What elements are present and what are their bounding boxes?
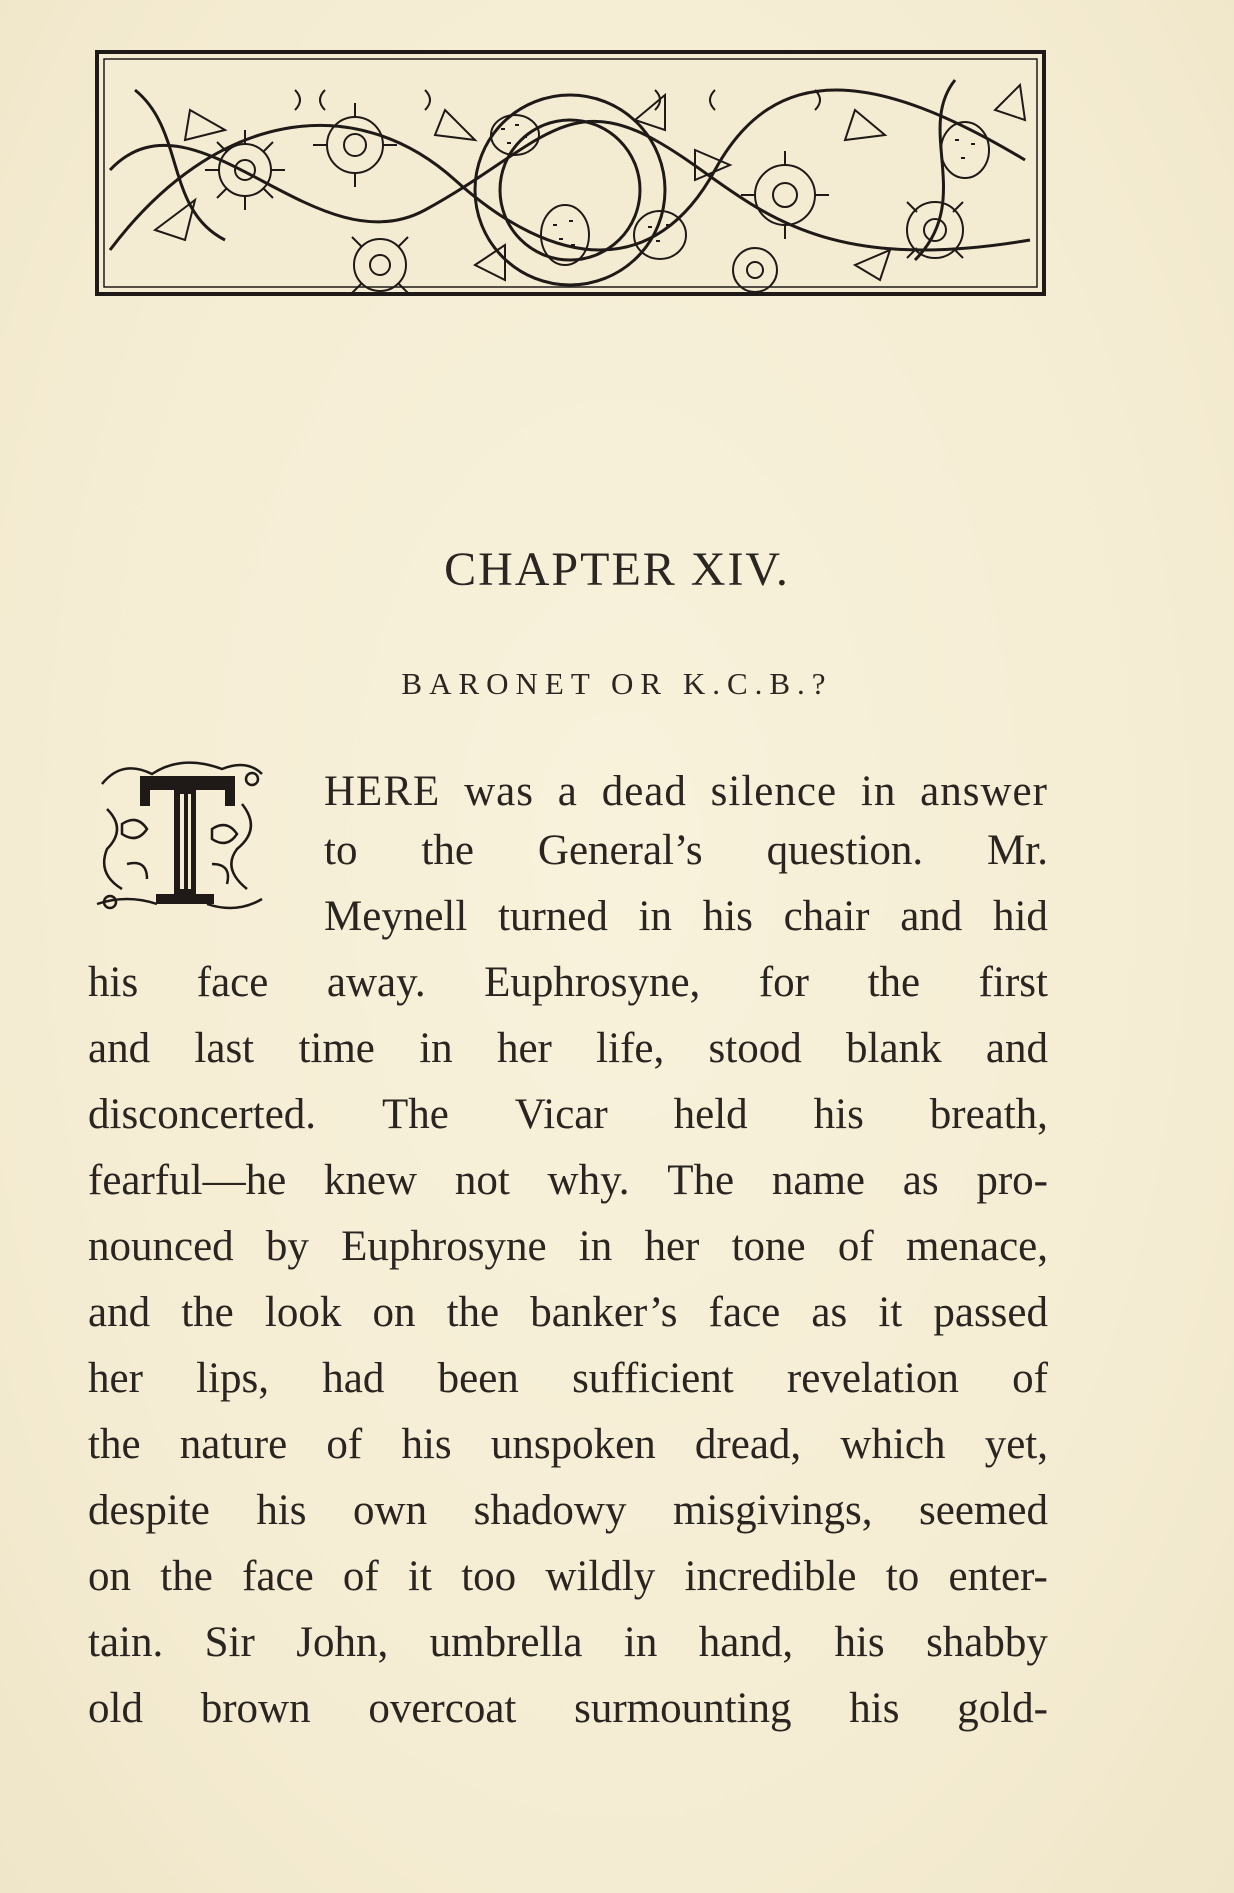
word: nature bbox=[179, 1421, 288, 1468]
word: own bbox=[353, 1487, 428, 1534]
word: his bbox=[849, 1685, 900, 1732]
word: lips, bbox=[196, 1355, 270, 1402]
word: pro- bbox=[976, 1157, 1048, 1204]
word: it bbox=[878, 1289, 903, 1336]
word: revelation bbox=[786, 1355, 959, 1402]
word: his bbox=[702, 893, 753, 940]
word: knew bbox=[323, 1157, 418, 1204]
word: dead bbox=[601, 768, 687, 815]
word: passed bbox=[933, 1289, 1048, 1336]
word: not bbox=[454, 1157, 510, 1204]
word: gold- bbox=[957, 1685, 1048, 1732]
word: on bbox=[88, 1553, 131, 1600]
word: in bbox=[623, 1619, 658, 1666]
chapter-title: CHAPTER XIV. bbox=[444, 543, 790, 596]
word: of bbox=[837, 1223, 874, 1270]
word: chair bbox=[783, 893, 870, 940]
word: his bbox=[813, 1091, 864, 1138]
word: away. bbox=[326, 959, 426, 1006]
word: been bbox=[437, 1355, 519, 1402]
word: too bbox=[461, 1553, 517, 1600]
word: had bbox=[322, 1355, 385, 1402]
word: name bbox=[771, 1157, 866, 1204]
text-line bbox=[88, 1610, 1048, 1676]
word: disconcerted. bbox=[88, 1091, 317, 1138]
text-line bbox=[324, 884, 1048, 950]
word: the bbox=[160, 1553, 213, 1600]
word: answer bbox=[920, 768, 1048, 815]
word: the bbox=[446, 1289, 500, 1336]
word: which bbox=[840, 1421, 946, 1468]
word: held bbox=[673, 1091, 748, 1138]
word: life, bbox=[596, 1025, 665, 1072]
word: banker’s bbox=[530, 1289, 678, 1336]
word: on bbox=[372, 1289, 416, 1336]
word: tone bbox=[731, 1223, 806, 1270]
text-line bbox=[88, 1676, 1048, 1742]
word: despite bbox=[88, 1487, 210, 1534]
word: question. bbox=[766, 827, 924, 874]
chapter-subtitle: BARONET OR K.C.B.? bbox=[401, 666, 833, 701]
word: for bbox=[758, 959, 809, 1006]
word: last bbox=[194, 1025, 255, 1072]
word: her bbox=[644, 1223, 700, 1270]
word: shadowy bbox=[473, 1487, 627, 1534]
word: The bbox=[667, 1157, 735, 1204]
word: look bbox=[264, 1289, 342, 1336]
text-line bbox=[88, 1148, 1048, 1214]
word: the bbox=[181, 1289, 234, 1336]
text-line bbox=[88, 1082, 1048, 1148]
word: a bbox=[557, 768, 578, 815]
word: his bbox=[834, 1619, 885, 1666]
word: nounced bbox=[88, 1223, 234, 1270]
text-line bbox=[88, 1412, 1048, 1478]
word: The bbox=[381, 1091, 449, 1138]
word: his bbox=[88, 959, 139, 1006]
text-line bbox=[88, 950, 1048, 1016]
word: fearful—he bbox=[88, 1157, 287, 1204]
text-line bbox=[88, 1016, 1048, 1082]
word: yet, bbox=[984, 1421, 1048, 1468]
word: and bbox=[985, 1025, 1048, 1072]
text-line bbox=[88, 1478, 1048, 1544]
word: as bbox=[902, 1157, 939, 1204]
word: dread, bbox=[694, 1421, 802, 1468]
word: Euphrosyne, bbox=[484, 959, 701, 1006]
word: hid bbox=[992, 893, 1048, 940]
word: unspoken bbox=[490, 1421, 656, 1468]
word: of bbox=[326, 1421, 363, 1468]
word: wildly bbox=[545, 1553, 656, 1600]
word: in bbox=[578, 1223, 613, 1270]
word: to bbox=[324, 827, 358, 874]
word: by bbox=[265, 1223, 309, 1270]
text-line bbox=[88, 1214, 1048, 1280]
word: the bbox=[867, 959, 921, 1006]
word: shabby bbox=[926, 1619, 1048, 1666]
word: her bbox=[88, 1355, 143, 1402]
word: seemed bbox=[919, 1487, 1048, 1534]
word: why. bbox=[547, 1157, 630, 1204]
word: was bbox=[464, 768, 534, 815]
word: her bbox=[496, 1025, 552, 1072]
word: and bbox=[900, 893, 963, 940]
word: to bbox=[885, 1553, 920, 1600]
word: blank bbox=[846, 1025, 942, 1072]
word: old bbox=[88, 1685, 143, 1732]
word: Euphrosyne bbox=[341, 1223, 547, 1270]
word: brown bbox=[200, 1685, 311, 1732]
word: his bbox=[401, 1421, 452, 1468]
word: enter- bbox=[948, 1553, 1048, 1600]
word: silence bbox=[710, 768, 838, 815]
word: time bbox=[298, 1025, 375, 1072]
word: of bbox=[1012, 1355, 1048, 1402]
word: face bbox=[242, 1553, 314, 1600]
word: in bbox=[419, 1025, 453, 1072]
word: his bbox=[256, 1487, 307, 1534]
word: face bbox=[708, 1289, 781, 1336]
word: in bbox=[638, 893, 672, 940]
text-line bbox=[88, 1280, 1048, 1346]
word: menace, bbox=[905, 1223, 1048, 1270]
word: John, bbox=[296, 1619, 389, 1666]
word: umbrella bbox=[429, 1619, 583, 1666]
word: of bbox=[342, 1553, 379, 1600]
text-line bbox=[324, 818, 1048, 884]
word: first bbox=[978, 959, 1048, 1006]
word: incredible bbox=[684, 1553, 857, 1600]
floral-headpiece-ornament bbox=[95, 50, 1046, 296]
word: stood bbox=[708, 1025, 802, 1072]
word: misgivings, bbox=[673, 1487, 873, 1534]
word: Mr. bbox=[987, 827, 1048, 874]
ornamental-initial-T-icon bbox=[92, 754, 267, 920]
word: HERE bbox=[324, 768, 441, 815]
word: surmounting bbox=[574, 1685, 792, 1732]
text-line bbox=[88, 1544, 1048, 1610]
word: the bbox=[88, 1421, 141, 1468]
word: tain. bbox=[88, 1619, 164, 1666]
word: breath, bbox=[929, 1091, 1048, 1138]
word: it bbox=[408, 1553, 432, 1600]
word: in bbox=[860, 768, 897, 815]
word: General’s bbox=[537, 827, 703, 874]
word: Meynell bbox=[324, 893, 468, 940]
word: sufficient bbox=[572, 1355, 734, 1402]
text-line bbox=[88, 1346, 1048, 1412]
word: and bbox=[88, 1289, 151, 1336]
word: and bbox=[88, 1025, 151, 1072]
word: Vicar bbox=[514, 1091, 608, 1138]
word: Sir bbox=[204, 1619, 255, 1666]
word: the bbox=[421, 827, 474, 874]
word: hand, bbox=[698, 1619, 794, 1666]
word: as bbox=[811, 1289, 848, 1336]
word: face bbox=[196, 959, 269, 1006]
word: turned bbox=[498, 893, 608, 940]
word: overcoat bbox=[368, 1685, 517, 1732]
text-line bbox=[324, 759, 1048, 825]
